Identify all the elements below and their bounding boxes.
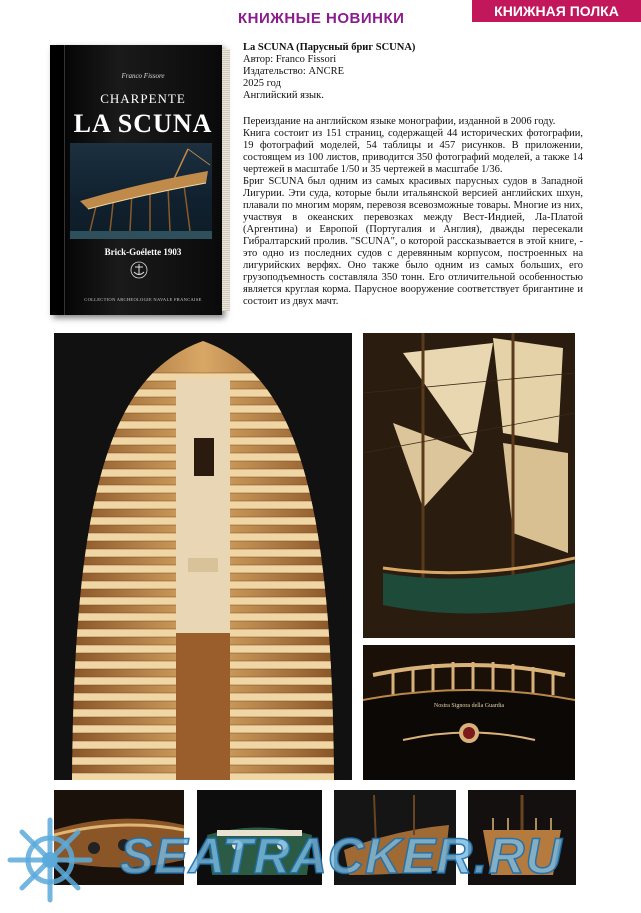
- cover-series: CHARPENTE: [100, 91, 186, 106]
- watermark-text: SEATRACKER.RU: [120, 828, 563, 884]
- stern-photo: [363, 645, 575, 780]
- cover-author: Franco Fissore: [121, 72, 165, 80]
- stern-nameplate: Nostra Signora della Guardia: [433, 703, 505, 709]
- section-title: КНИЖНЫЕ НОВИНКИ: [238, 10, 405, 27]
- ship-model-sails-photo: [363, 333, 575, 638]
- book-language: Английский язык.: [243, 90, 324, 101]
- bookshelf-badge: КНИЖНАЯ ПОЛКА: [472, 0, 641, 22]
- cover-collection: COLLECTION ARCHEOLOGIE NAVALE FRANCAISE: [84, 297, 202, 302]
- book-year: 2025 год: [243, 78, 281, 89]
- book-publisher: Издательство: ANCRE: [243, 66, 345, 77]
- description-paragraph: Бриг SCUNA был одним из самых красивых парусных судов в Западной Лигурии. Эти суда, которые были итальянской версией английских шхун, плавали по многим морям, перевозя всевозможные товары. Многие из них, участвуя в океанских перевозках между Вест-Индией, Ла-Платой (Аргентина) и Европой (Португалия и Англия), дважды пересекали Гибралтарский пролив. "SCUNA", о которой рассказывается в этой книге, - это одно из последних судов с деревянным корпусом, построенных на лигурийских верфях. Оно также было одним из самых больших, его грузоподъемность составляла 350 тонн. Его отличительной особенностью является круглая корма. Парусное вооружение соответствует бригантине и состоит из двух мачт.: [243, 176, 583, 307]
- book-spine: [50, 45, 65, 315]
- book-name: La SCUNA (Парусный бриг SCUNA): [243, 42, 416, 53]
- description-paragraph: Переиздание на английском языке монографии, изданной в 2006 году.: [243, 116, 556, 127]
- anchor-emblem-icon: [130, 261, 148, 279]
- description-paragraph: Книга состоит из 151 страниц, содержащей 44 исторических фотографии, 19 фотографий моделей, 54 таблицы и 457 рисунков. В приложении, состоящем из 100 листов, приводится 350 фотографий моделей, а также 14 чертежей в масштабе 1/50 и 35 чертежей в масштабе 1/36.: [243, 128, 583, 175]
- book-page-edges: [222, 49, 230, 311]
- cover-subtitle: Brick-Goélette 1903: [104, 247, 182, 257]
- book-description: [243, 116, 583, 308]
- hull-framing-photo: [54, 333, 352, 780]
- book-author: Автор: Franco Fissori: [243, 54, 337, 65]
- cover-title: LA SCUNA: [73, 109, 213, 138]
- book-info: [243, 42, 583, 102]
- cover-ship-model-image: [70, 143, 212, 239]
- book-cover: [50, 45, 230, 315]
